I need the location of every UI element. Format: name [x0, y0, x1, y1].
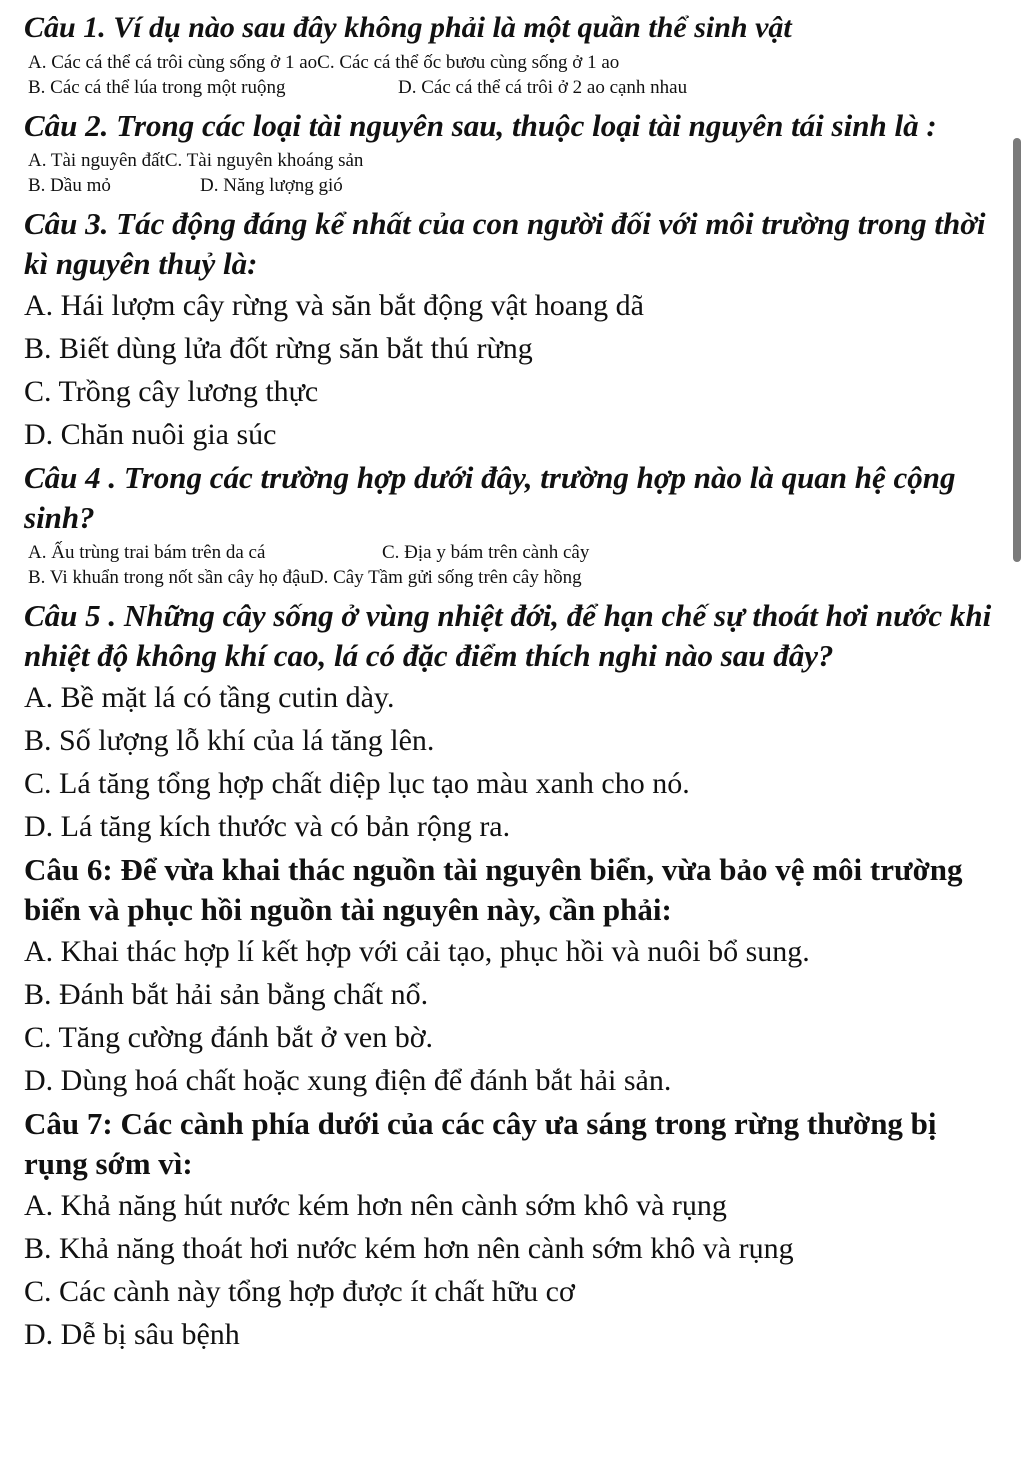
question-1-title	[24, 8, 994, 48]
question-7-label: Câu 7:	[24, 1106, 113, 1141]
question-2-options	[28, 148, 994, 198]
q5-option-a: A. Bề mặt lá có tầng cutin dày.	[24, 681, 395, 714]
question-6-title	[24, 850, 994, 930]
q6-option-d: D. Dùng hoá chất hoặc xung điện để đánh bắt hải sản.	[24, 1064, 672, 1097]
q7-option-b: B. Khả năng thoát hơi nước kém hơn nên cành sớm khô và rụng	[24, 1232, 794, 1265]
q4-option-b: B. Vi khuẩn trong nốt sần cây họ đậu	[28, 567, 310, 588]
q5-option-c: C. Lá tăng tổng hợp chất diệp lục tạo màu xanh cho nó.	[24, 767, 690, 800]
question-5-label: Câu 5 .	[24, 598, 117, 633]
q1-option-d: D. Các cá thể cá trôi ở 2 ao cạnh nhau	[398, 77, 688, 98]
question-4-options	[28, 540, 994, 590]
q6-option-a: A. Khai thác hợp lí kết hợp với cải tạo, phục hồi và nuôi bổ sung.	[24, 935, 810, 968]
question-3-options	[24, 284, 994, 456]
question-3-text: Tác động đáng kể nhất của con người đối với môi trường trong thời kì nguyên thuỷ là:	[24, 206, 986, 281]
q3-option-a: A. Hái lượm cây rừng và săn bắt động vật hoang dã	[24, 289, 644, 322]
question-7-text: Các cành phía dưới của các cây ưa sáng trong rừng thường bị rụng sớm vì:	[24, 1106, 937, 1181]
question-5-title	[24, 596, 994, 676]
q6-option-b: B. Đánh bắt hải sản bằng chất nổ.	[24, 978, 429, 1011]
q5-option-b: B. Số lượng lỗ khí của lá tăng lên.	[24, 724, 435, 757]
question-5-options	[24, 676, 994, 848]
q3-option-c: C. Trồng cây lương thực	[24, 375, 319, 408]
q5-option-d: D. Lá tăng kích thước và có bản rộng ra.	[24, 810, 511, 843]
q2-option-b: B. Dầu mỏ	[28, 175, 111, 196]
question-5-text: Những cây sống ở vùng nhiệt đới, để hạn chế sự thoát hơi nước khi nhiệt độ không khí cao, lá có đặc điểm thích nghi nào sau đây?	[24, 598, 992, 673]
question-6-text: Để vừa khai thác nguồn tài nguyên biển, vừa bảo vệ môi trường biển và phục hồi nguồn tài nguyên này, cần phải:	[24, 852, 963, 927]
question-2-label: Câu 2.	[24, 108, 109, 143]
q2-option-a: A. Tài nguyên đất	[28, 150, 165, 171]
q2-option-d: D. Năng lượng gió	[200, 175, 343, 196]
question-7-options	[24, 1184, 994, 1356]
q1-option-a: A. Các cá thể cá trôi cùng sống ở 1 ao	[28, 52, 318, 73]
question-4-label: Câu 4 .	[24, 460, 117, 495]
q4-option-a: A. Ấu trùng trai bám trên da cá	[28, 542, 266, 563]
q1-option-b: B. Các cá thể lúa trong một ruộng	[28, 77, 286, 98]
q7-option-d: D. Dễ bị sâu bệnh	[24, 1318, 240, 1351]
q2-option-c: C. Tài nguyên khoáng sản	[164, 150, 364, 171]
q1-option-c: C. Các cá thể ốc bươu cùng sống ở 1 ao	[317, 52, 620, 73]
q7-option-a: A. Khả năng hút nước kém hơn nên cành sớm khô và rụng	[24, 1189, 727, 1222]
question-2-title	[24, 106, 994, 146]
q4-option-c: C. Địa y bám trên cành cây	[382, 542, 590, 563]
question-1-options	[28, 50, 994, 100]
question-6-options	[24, 930, 994, 1102]
q3-option-b: B. Biết dùng lửa đốt rừng săn bắt thú rừng	[24, 332, 533, 365]
q4-option-d: D. Cây Tầm gửi sống trên cây hồng	[309, 567, 582, 588]
question-6-label: Câu 6:	[24, 852, 113, 887]
q3-option-d: D. Chăn nuôi gia súc	[24, 418, 277, 451]
question-1-label: Câu 1.	[24, 11, 106, 44]
q7-option-c: C. Các cành này tổng hợp được ít chất hữu cơ	[24, 1275, 575, 1308]
question-3-title	[24, 204, 994, 284]
q6-option-c: C. Tăng cường đánh bắt ở ven bờ.	[24, 1021, 434, 1054]
question-4-text: Trong các trường hợp dưới đây, trường hợp nào là quan hệ cộng sinh?	[24, 460, 956, 535]
question-7-title	[24, 1104, 994, 1184]
question-1-text: Ví dụ nào sau đây không phải là một quần thể sinh vật	[105, 11, 792, 44]
document-page	[24, 8, 994, 1358]
question-4-title	[24, 458, 994, 538]
vertical-scrollbar[interactable]	[1013, 138, 1021, 562]
question-2-text: Trong các loại tài nguyên sau, thuộc loại tài nguyên tái sinh là :	[108, 108, 937, 143]
question-3-label: Câu 3.	[24, 206, 109, 241]
